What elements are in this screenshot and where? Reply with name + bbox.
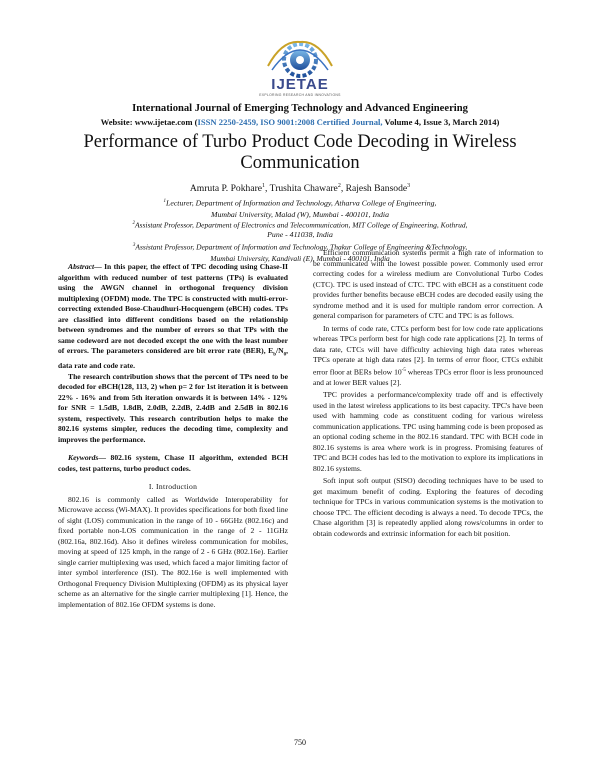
right-paragraph-4: Soft input soft output (SISO) decoding techniques have to be used to get maximum benefit of coding. Exploring the features of decoding technique for TPCs in various communication systems is the motivation to choose TPC. The efficient decoding is always a need. To decode TPCs, the Chase algorithm [3] is repeatedly applied along rows/columns in order to obtain codewords and extrinsic information for each bit position. [313, 476, 543, 538]
gear-logo-icon [262, 36, 338, 80]
right-paragraph-3: TPC provides a performance/complexity trade off and is effectively used in the latest wireless applications to its best capacity. TPC's have been used with hamming code as constituent coding for various wireless communication applications. TPC using hamming code is been proposed as an optional coding scheme in the 802.16 standard. TPC with BCH code in 802.16 systems is area where work is in progress. Promising features of TPC and BCH codes has led to the motivation to explore its implications in 802.16 systems. [313, 390, 543, 473]
logo-wordmark: IJETAE [271, 76, 329, 93]
abstract-paragraph-1: Abstract— In this paper, the effect of TPC decoding using Chase-II algorithm with reduced number of test patterns (TPs) is evaluated using the AWGN channel in orthogonal frequency division multiplexing (OFDM) mode. The TPC is constructed with multi-error-correcting extended Bose-Chaudhuri-Hocquengem (eBCH) codes. TPs are classified into different conditions based on the relationship between syndromes and the number of errors so that TPs with the same codeword are not decoded except the one with the least number of errors. The parameters considered are bit error rate (BER), $E_b/N_0$, data rate and code rate. [58, 262, 288, 371]
abstract-paragraph-2: The research contribution shows that the percent of TPs need to be decoded for eBCH(128, 113, 2) when p= 2 for 1st iteration it is between 22% - 16% and from 5th iteration onwards it is between 14% - 12% for SNR = 1.5dB, 1.8dB, 2.0dB, 2.2dB, 2.4dB and 2.5dB in 802.16 system, respectively. This research contribution helps to make the 802.16 systems simpler, reduces the decoding time, complexity and improves the performance. [58, 371, 288, 444]
author-list: Amruta P. Pokhare$^1$, Trushita Chaware$^2$, Rajesh Bansode$^3$ [189, 183, 411, 195]
paper-title [40, 132, 560, 174]
title-line-2: Communication [240, 153, 360, 173]
right-paragraph-1: Efficient communication systems permit a high rate of information to be communicated with the lowest possible power. Commonly used error correcting codes for a wireless medium are Convolutional Turbo Codes (CTC). TPC is used instead of CTC. TPC with eBCH as a constituent code provides further benefits because eBCH codes are decoded easily using the syndrome method and it is used for multiple random error correction. A general comparison for parameters of CTC and TPC is as follows. [313, 248, 543, 320]
affiliation-2-city: Pune - 411038, India [267, 230, 333, 239]
keywords: Keywords— 802.16 system, Chase II algorithm, extended BCH codes, test patterns, turbo product codes. [58, 453, 288, 473]
journal-website-line [40, 117, 560, 127]
title-line-1: Performance of Turbo Product Code Decoding in Wireless [83, 132, 517, 152]
affiliation-2: $^2$Assistant Professor, Department of Electronics and Telecommunication, MIT College of Engineering, Kothrud, [132, 220, 468, 230]
section-heading-introduction: I. Introduction [148, 482, 198, 492]
page-number: 750 [294, 738, 306, 747]
right-column [313, 248, 543, 541]
journal-logo [252, 36, 348, 102]
logo-tagline: EXPLORING RESEARCH AND INNOVATIONS [259, 93, 341, 97]
right-paragraph-2: In terms of code rate, CTCs perform best for low code rate applications whereas TPCs perform best for high code rate applications [2]. In terms of data rate, CTCs will have difficulty achieving high data rates whereas TPCs operate at high data rates [2]. In terms of error floor, CTCs exhibit error floor at BERs below $10^{-5}$ whereas TPCs error floor is less pronounced and at lower BER values [2]. [313, 323, 543, 387]
affiliation-1: $^1$Lecturer, Department of Information and Technology, Atharva College of Engineering, Mumbai University, Malad (W), Mumbai - 400101, India [163, 198, 437, 219]
journal-name: International Journal of Emerging Technology and Advanced Engineering [132, 103, 468, 114]
issn-text: ISSN 2250-2459, ISO 9001:2008 Certified Journal, [197, 117, 383, 127]
author-1: Amruta P. Pokhare [189, 183, 263, 195]
author-2-mark: 2 [337, 183, 341, 189]
volume-issue: Volume 4, Issue 3, March 2014) [382, 117, 500, 127]
author-3-mark: 3 [407, 183, 411, 189]
affiliation-3-city: Mumbai University, Kandivali (E), Mumbai - 400101, India [210, 253, 390, 263]
author-3: Rajesh Bansode [345, 183, 408, 195]
author-1-mark: 1 [262, 183, 266, 189]
abstract [58, 262, 288, 445]
author-2: Trushita Chaware [269, 183, 338, 195]
website-prefix: Website: www.ijetae.com ( [100, 117, 198, 127]
left-column [58, 262, 288, 610]
intro-paragraph-1: 802.16 is commonly called as Worldwide Interoperability for Microwave access (Wi-MAX). It provides specifications for both fixed line of sight (LOS) communication in the range of 10 - 66GHz (802.16c) and fixed portable non-LOS communication in the range of 2 - 11GHz (802.16a, 802.16d). Also it defines wireless communication for mobiles, moving at speed of 125 kmph, in the range of 2 - 6 GHz (802.16e). Earlier single carrier multiplexing was used, which faced a major limiting factor of inter symbol interference (ISI). The 802.16e is well implemented with Orthogonal Frequency Division Multiplexing (OFDM) as its physical layer scheme as an alternative for the single carrier multiplexing [1]. Hence, the implementation of 802.16e OFDM systems is done. [58, 494, 288, 609]
affiliation-3: $^3$Assistant Professor, Department of Information and Technology, Thakur College of Engineering &Technology, Mumbai University, Kandivali (E), Mumbai - 400101, India [70, 240, 530, 264]
